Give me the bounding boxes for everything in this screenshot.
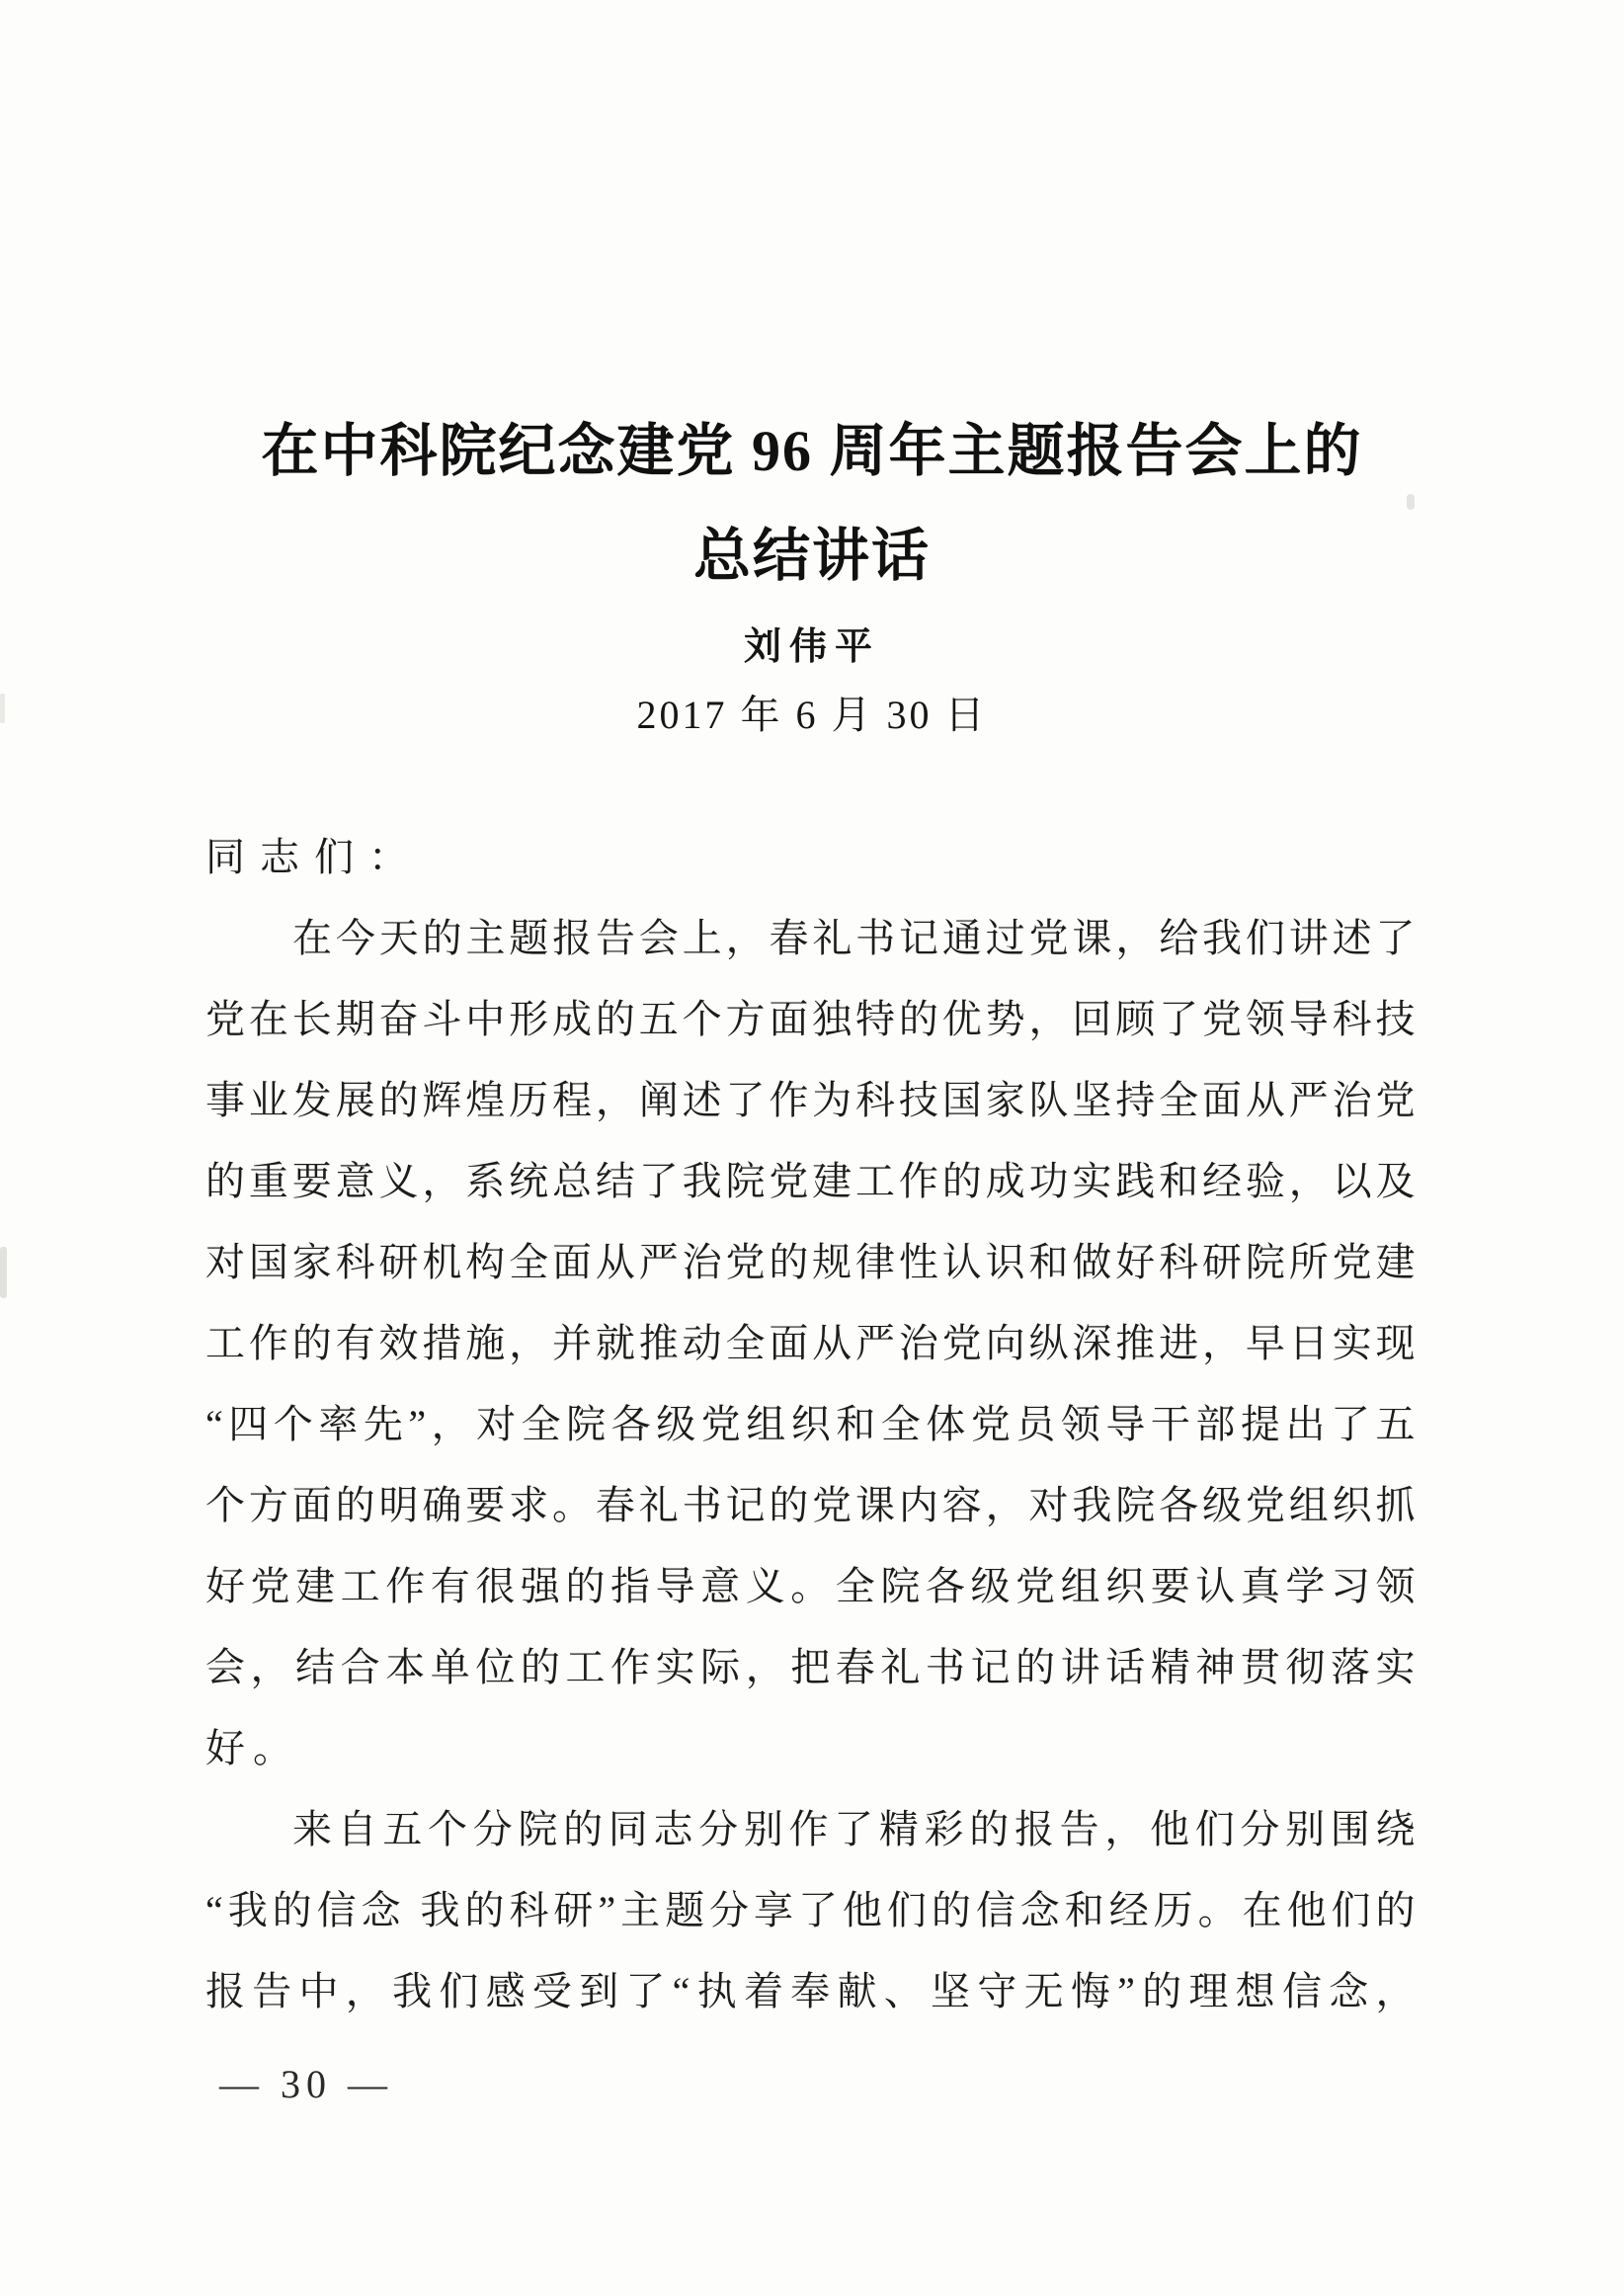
- body-line: 党在长期奋斗中形成的五个方面独特的优势，回顾了党领导科技: [205, 997, 1419, 1041]
- body-line-salutation: 同志们：: [205, 835, 423, 879]
- scan-artifact: [0, 1247, 7, 1298]
- body-line: 工作的有效措施，并就推动全面从严治党向纵深推进，早日实现: [205, 1321, 1419, 1365]
- body-line-paragraph-end: 好。: [205, 1726, 300, 1770]
- body-line: 对国家科研机构全面从严治党的规律性认识和做好科研院所党建: [205, 1240, 1419, 1284]
- document-date: 2017 年 6 月 30 日: [636, 693, 988, 737]
- body-line: 事业发展的辉煌历程，阐述了作为科技国家队坚持全面从严治党: [205, 1078, 1419, 1122]
- body-line: “四个率先”，对全院各级党组织和全体党员领导干部提出了五: [205, 1402, 1419, 1446]
- document-title-line1: 在中科院纪念建党 96 周年主题报告会上的: [261, 419, 1363, 483]
- document-author: 刘伟平: [743, 626, 880, 668]
- scan-artifact: [0, 694, 5, 723]
- page-number: — 30 —: [219, 2062, 393, 2106]
- body-line: 个方面的明确要求。春礼书记的党课内容，对我院各级党组织抓: [205, 1483, 1419, 1527]
- document-title-line2: 总结讲话: [692, 524, 931, 588]
- body-line: “我的信念 我的科研”主题分享了他们的信念和经历。在他们的: [205, 1888, 1419, 1932]
- body-line: 好党建工作有很强的指导意义。全院各级党组织要认真学习领: [205, 1564, 1419, 1608]
- body-line: 来自五个分院的同志分别作了精彩的报告，他们分别围绕: [292, 1807, 1419, 1851]
- body-line: 在今天的主题报告会上，春礼书记通过党课，给我们讲述了: [292, 916, 1419, 960]
- body-line: 报告中，我们感受到了“执着奉献、坚守无悔”的理想信念，: [205, 1969, 1419, 2013]
- scan-artifact: [1407, 494, 1415, 510]
- body-line: 会，结合本单位的工作实际，把春礼书记的讲话精神贯彻落实: [205, 1645, 1419, 1689]
- body-line: 的重要意义，系统总结了我院党建工作的成功实践和经验，以及: [205, 1159, 1419, 1203]
